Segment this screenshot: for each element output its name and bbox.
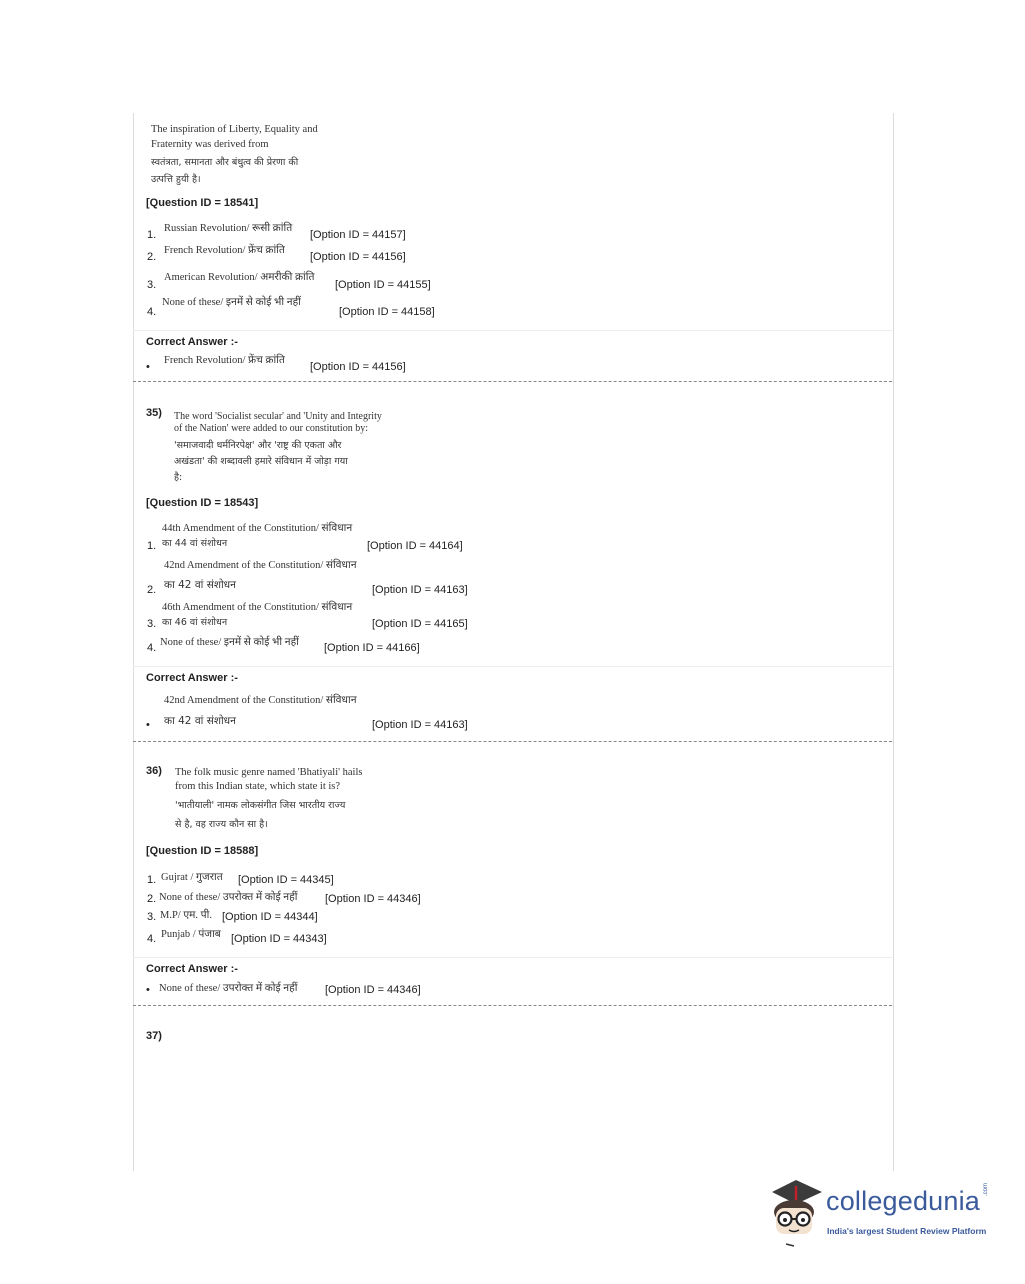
option-number: 3. <box>147 911 157 923</box>
correct-answer-text: का 42 वां संशोधन <box>164 715 236 727</box>
question-text-hi: उत्पत्ति हुयी है। <box>151 174 201 185</box>
question-separator <box>133 381 892 382</box>
option-text: None of these/ इनमें से कोई भी नहीं <box>160 637 299 648</box>
question-text-hi: 'समाजवादी धर्मनिरपेक्ष' और 'राष्ट्र की एकता और <box>174 440 342 451</box>
divider <box>133 666 892 667</box>
option-number: 2. <box>147 893 157 905</box>
question-text-en: from this Indian state, which state it is? <box>175 781 341 792</box>
correct-answer-option-id: [Option ID = 44163] <box>372 719 468 731</box>
bullet: • <box>146 984 150 996</box>
option-number: 4. <box>147 933 157 945</box>
option-text: American Revolution/ अमरीकी क्रांति <box>164 272 315 283</box>
question-id: [Question ID = 18541] <box>146 197 259 209</box>
option-id: [Option ID = 44165] <box>372 618 468 630</box>
question-text-hi: है: <box>174 472 183 483</box>
divider <box>133 957 892 958</box>
question-number: 36) <box>146 765 162 777</box>
question-text-hi: 'भातीयाली' नामक लोकसंगीत जिस भारतीय राज्य <box>175 800 346 811</box>
correct-answer-label: Correct Answer :- <box>146 672 238 684</box>
option-text: 44th Amendment of the Constitution/ संविधान <box>162 523 353 534</box>
option-id: [Option ID = 44164] <box>367 540 463 552</box>
option-number: 3. <box>147 618 157 630</box>
option-id: [Option ID = 44155] <box>335 279 431 291</box>
question-id: [Question ID = 18543] <box>146 497 259 509</box>
question-separator <box>133 1005 892 1006</box>
option-text: का 46 वां संशोधन <box>162 617 228 628</box>
brand-tagline: India's largest Student Review Platform <box>827 1226 987 1236</box>
question-text-en: The inspiration of Liberty, Equality and <box>151 124 318 135</box>
bullet: • <box>146 361 150 373</box>
option-id: [Option ID = 44166] <box>324 642 420 654</box>
option-id: [Option ID = 44163] <box>372 584 468 596</box>
collegedunia-logo <box>766 1178 996 1248</box>
option-number: 1. <box>147 874 157 886</box>
divider <box>133 330 892 331</box>
option-number: 3. <box>147 279 157 291</box>
option-id: [Option ID = 44345] <box>238 874 334 886</box>
question-text-en: of the Nation' were added to our constitution by: <box>174 423 368 434</box>
option-id: [Option ID = 44344] <box>222 911 318 923</box>
brand-domain: .com <box>983 1182 989 1196</box>
question-text-en: Fraternity was derived from <box>151 139 269 150</box>
question-text-en: The folk music genre named 'Bhatiyali' hails <box>175 767 363 778</box>
question-text-hi: से है, वह राज्य कौन सा है। <box>175 819 268 830</box>
question-id: [Question ID = 18588] <box>146 845 259 857</box>
option-number: 2. <box>147 251 157 263</box>
option-text: French Revolution/ फ्रेंच क्रांति <box>164 245 285 256</box>
option-number: 2. <box>147 584 157 596</box>
option-text: का 44 वां संशोधन <box>162 538 228 549</box>
question-text-hi: स्वतंत्रता, समानता और बंधुत्व की प्रेरणा की <box>151 157 299 168</box>
option-id: [Option ID = 44346] <box>325 893 421 905</box>
brand-name: collegedunia <box>826 1186 981 1216</box>
option-text: Punjab / पंजाब <box>161 929 221 940</box>
correct-answer-text: None of these/ उपरोक्त में कोई नहीं <box>159 983 298 994</box>
option-id: [Option ID = 44343] <box>231 933 327 945</box>
option-text: Russian Revolution/ रूसी क्रांति <box>164 223 293 234</box>
bullet: • <box>146 719 150 731</box>
option-number: 1. <box>147 540 157 552</box>
correct-answer-text: French Revolution/ फ्रेंच क्रांति <box>164 355 285 366</box>
correct-answer-option-id: [Option ID = 44346] <box>325 984 421 996</box>
option-id: [Option ID = 44158] <box>339 306 435 318</box>
option-text: None of these/ इनमें से कोई भी नहीं <box>162 297 301 308</box>
correct-answer-text: 42nd Amendment of the Constitution/ संविधान <box>164 695 357 706</box>
correct-answer-option-id: [Option ID = 44156] <box>310 361 406 373</box>
question-number: 35) <box>146 407 162 419</box>
option-number: 1. <box>147 229 157 241</box>
correct-answer-label: Correct Answer :- <box>146 336 238 348</box>
option-text: 42nd Amendment of the Constitution/ संविधान <box>164 560 357 571</box>
correct-answer-label: Correct Answer :- <box>146 963 238 975</box>
option-number: 4. <box>147 306 157 318</box>
option-number: 4. <box>147 642 157 654</box>
option-id: [Option ID = 44156] <box>310 251 406 263</box>
option-text: None of these/ उपरोक्त में कोई नहीं <box>159 892 298 903</box>
option-text: Gujrat / गुजरात <box>161 872 223 883</box>
question-text-en: The word 'Socialist secular' and 'Unity and Integrity <box>174 411 382 422</box>
option-id: [Option ID = 44157] <box>310 229 406 241</box>
question-separator <box>133 741 892 742</box>
option-text: M.P/ एम. पी. <box>160 910 212 921</box>
question-text-hi: अखंडता' की शब्दावली हमारे संविधान में जोड़ा गया <box>174 456 348 467</box>
option-text: का 42 वां संशोधन <box>164 579 236 591</box>
option-text: 46th Amendment of the Constitution/ संविधान <box>162 602 353 613</box>
question-number: 37) <box>146 1030 162 1042</box>
mascot-icon <box>766 1178 826 1248</box>
